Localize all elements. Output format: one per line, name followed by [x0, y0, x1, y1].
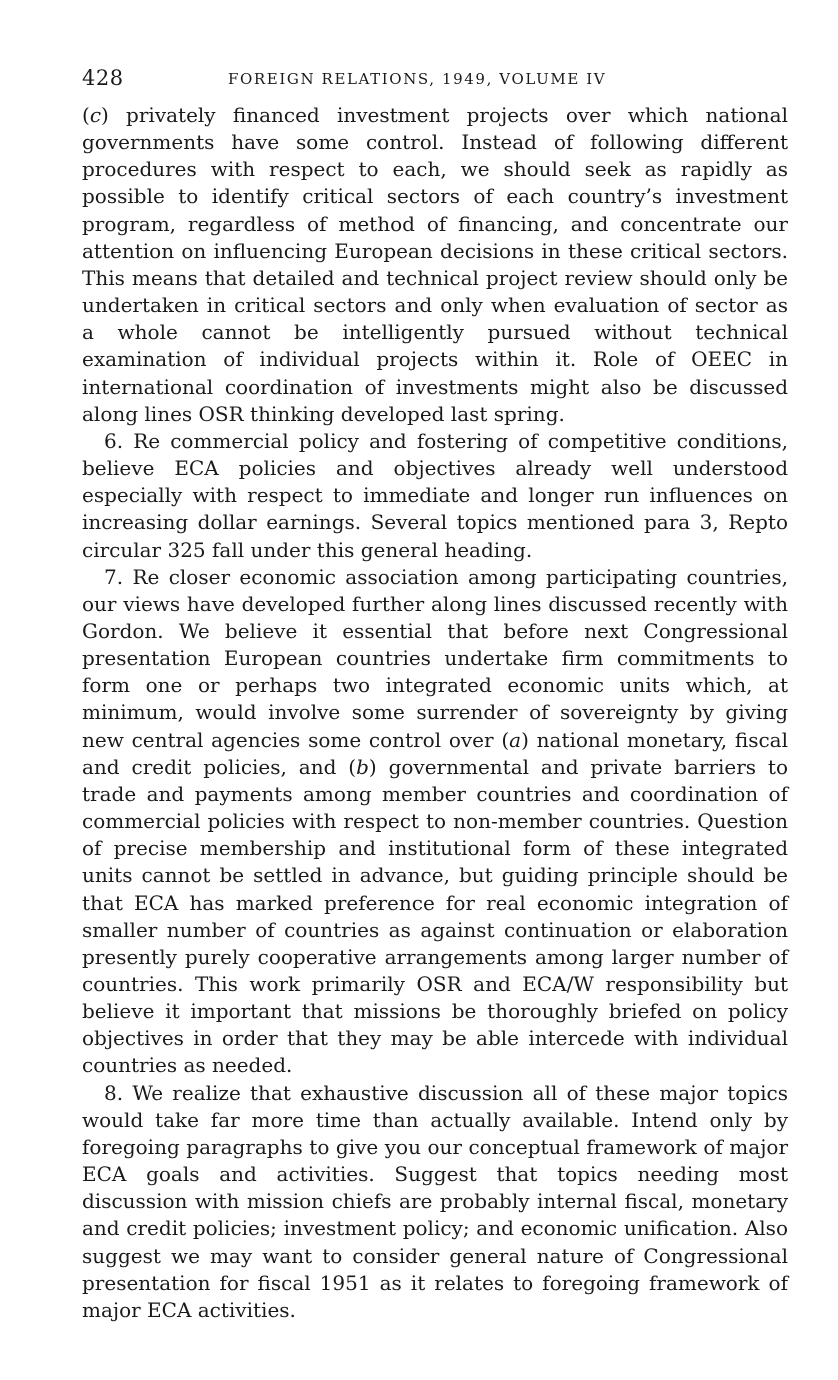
document-body	[82, 102, 788, 1324]
paragraph-text-part2: ) national monetary, fiscal and credit policies, and (	[82, 727, 788, 779]
paragraph-7	[82, 564, 788, 1080]
running-head-title: FOREIGN RELATIONS, 1949, VOLUME IV	[228, 70, 607, 88]
item-label-c: c	[89, 103, 102, 127]
paragraph-text-part1: 7. Re closer economic association among participating countries, our views have developed further along lines discussed recently with Gordon. We believe it essential that before next Congressional presentation European countries undertake firm commitments to form one or perhaps two integrated economic units which, at minimum, would involve some surrender of sovereignty by giving new central agencies some control over (	[82, 564, 788, 752]
paragraph-6: 6. Re commercial policy and fostering of competitive conditions, believe ECA policies and objectives already well understood especially with respect to immediate and longer run influences on increasing dollar earnings. Several topics mentioned para 3, Repto circular 325 fall under this general heading.	[82, 428, 788, 562]
paragraph-text-part3: ) governmental and private barriers to trade and payments among member countries and coordination of commercial policies with respect to non-member countries. Question of precise membership and institutional form of these integrated units cannot be settled in advance, but guiding principle should be that ECA has marked preference for real economic integration of smaller number of countries as against continuation or elaboration presently purely cooperative arrangements among larger number of countries. This work primarily OSR and ECA/W responsibility but believe it important that missions be thoroughly briefed on policy objectives in order that they may be able intercede with individual countries as needed.	[82, 754, 788, 1078]
running-head	[82, 62, 788, 102]
document-page	[82, 62, 788, 1324]
paragraph-text: ) privately financed investment projects over which national governments have some control. Instead of following different procedures with respect to each, we should seek as rapidly as possible to identify critical sectors of each country’s investment program, regardless of method of financing, and concentrate our attention on influencing European decisions in these critical sectors. This means that detailed and technical project review should only be undertaken in critical sectors and only when evaluation of sector as a whole cannot be intelligently pursued without technical examination of individual projects within it. Role of OEEC in international coordination of investments might also be discussed along lines OSR thinking developed last spring.	[82, 103, 788, 426]
item-label-b: b	[356, 754, 369, 779]
item-label-a: a	[509, 727, 522, 752]
paren-open: (	[82, 103, 90, 127]
paragraph-8: 8. We realize that exhaustive discussion all of these major topics would take far more time than actually available. Intend only by foregoing paragraphs to give you our conceptual framework of major ECA goals and activities. Suggest that topics needing most discussion with mission chiefs are probably internal fiscal, monetary and credit policies; investment policy; and economic unification. Also suggest we may want to consider general nature of Congressional presentation for fiscal 1951 as it relates to foregoing framework of major ECA activities.	[82, 1080, 788, 1322]
page-number: 428	[82, 66, 124, 90]
paragraph-continuation	[82, 102, 788, 428]
